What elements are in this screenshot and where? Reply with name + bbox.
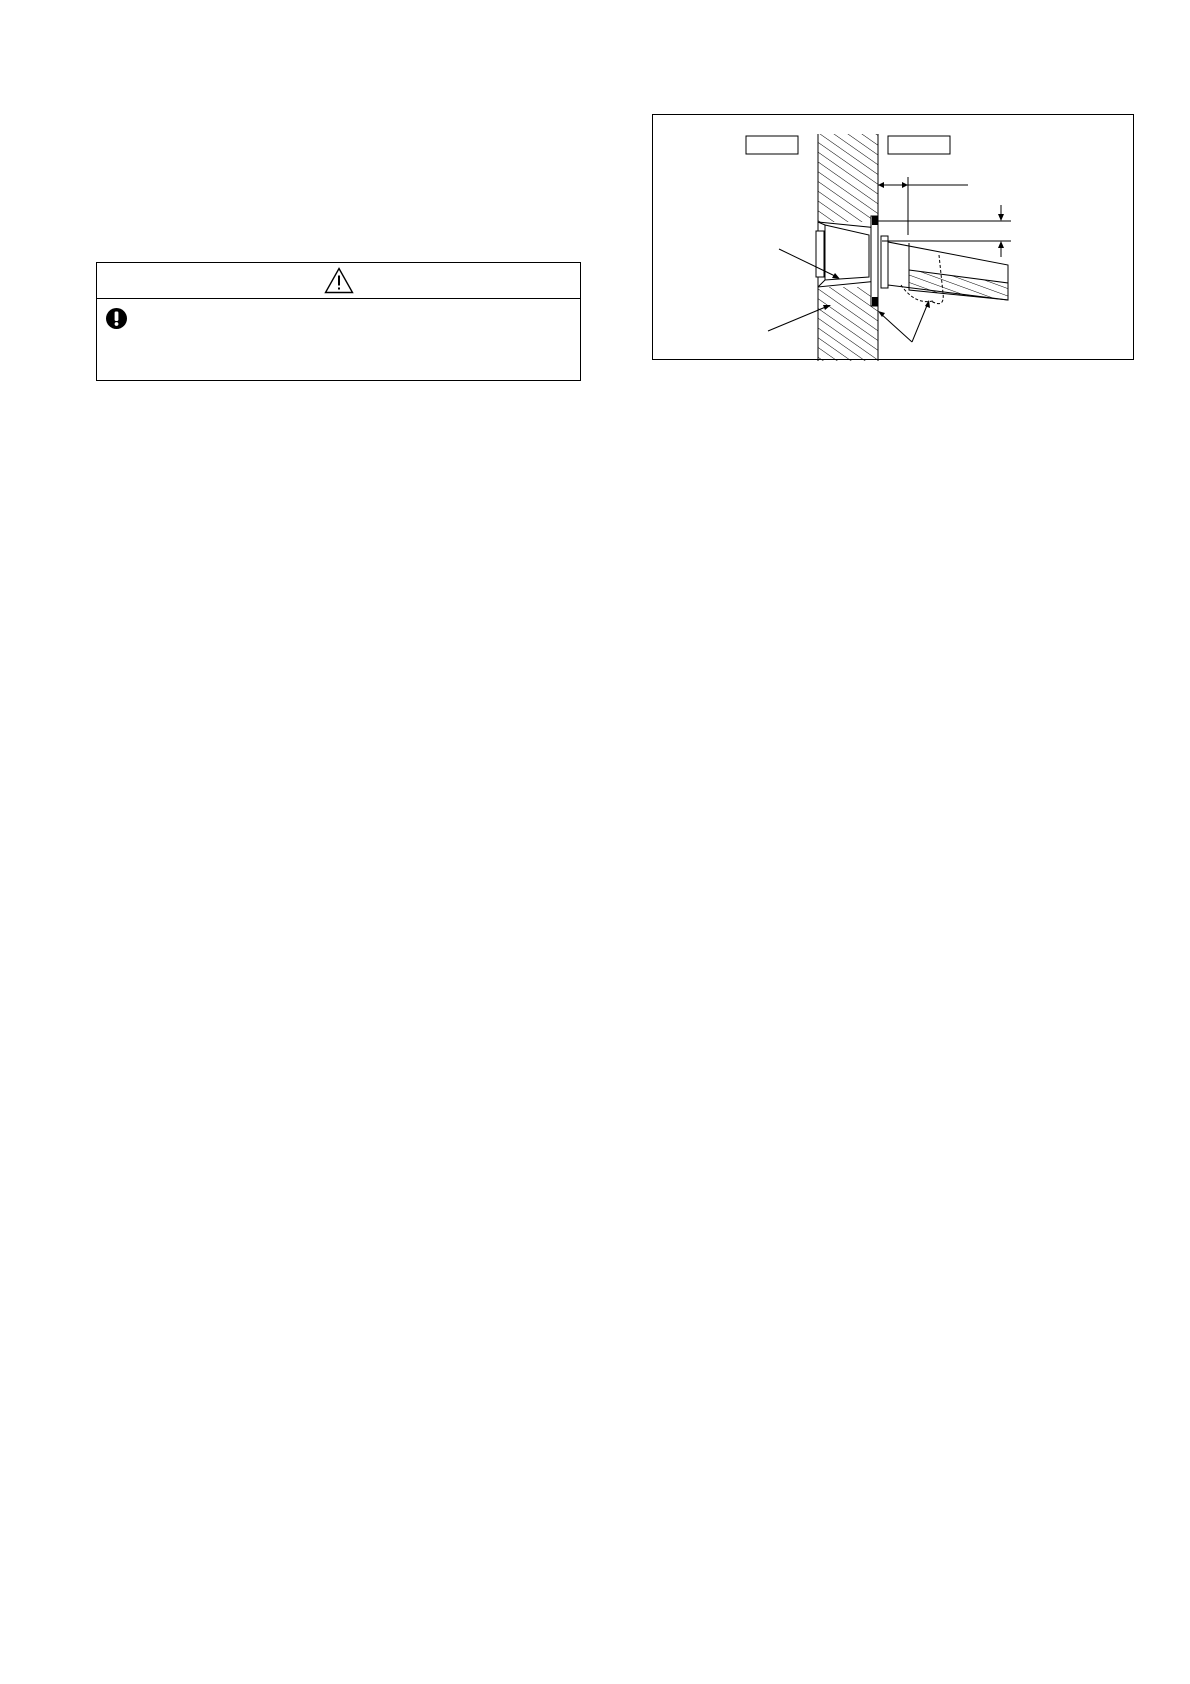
- label-box-right: [888, 136, 950, 154]
- pipe: [888, 242, 1008, 304]
- label-box-left: [746, 136, 798, 154]
- installation-diagram: [652, 114, 1134, 360]
- warning-triangle-icon: [324, 267, 354, 294]
- warning-box: [96, 262, 581, 381]
- pipe-through-wall-diagram: [653, 115, 1135, 361]
- warning-header: [97, 263, 580, 299]
- wall-sleeve: [816, 222, 878, 287]
- wall-cap: [871, 216, 888, 306]
- warning-body: [97, 299, 580, 381]
- mandatory-action-icon: [106, 308, 127, 329]
